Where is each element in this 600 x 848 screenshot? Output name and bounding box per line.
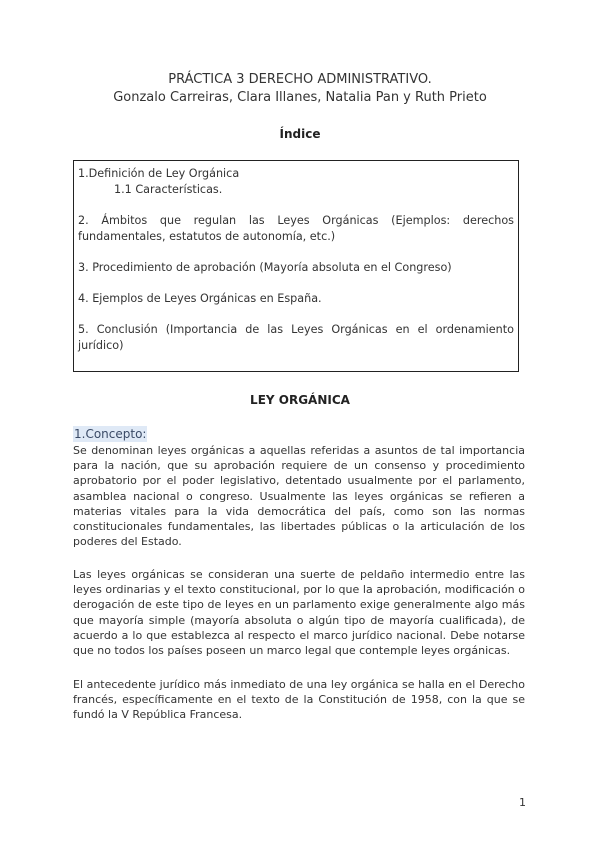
paragraph-3	[73, 677, 525, 723]
page-number: 1	[519, 796, 526, 809]
paragraph-text: Las leyes orgánicas se consideran una suerte de peldaño intermedio entre las leyes ordinarias y el texto constitucional, por lo que la aprobación, modificación o derogación de este tipo de leyes en un parlamento exige generalmente algo más que mayoría simple (mayoría absoluta o algún tipo de mayoría cualificada), de acuerdo a lo que establezca al respecto el marco jurídico nacional. Debe notarse que no todos los países poseen un marco legal que contemple leyes orgánicas.	[73, 568, 525, 658]
table-of-contents	[73, 160, 519, 372]
paragraph-text: El antecedente jurídico más inmediato de una ley orgánica se halla en el Derecho francés, específicamente en el texto de la Constitución de 1958, con la que se fundó la V República Francesa.	[73, 678, 525, 722]
toc-item-5: 5. Conclusión (Importancia de las Leyes Orgánicas en el ordenamiento jurídico)	[78, 323, 514, 352]
paragraph-text: Se denominan leyes orgánicas a aquellas referidas a asuntos de tal importancia para la nación, que su aprobación requiere de un consenso y procedimiento aprobatorio por el poder legislativo, detentado usualmente por el parlamento, asamblea nacional o congreso. Usualmente las leyes orgánicas se refieren a materias vitales para la vida democrática del país, como son las normas constitucionales fundamentales, las libertades públicas o la articulación de los poderes del Estado.	[73, 444, 525, 549]
toc-item-4: 4. Ejemplos de Leyes Orgánicas en España.	[78, 292, 322, 305]
toc-item-1: 1.Definición de Ley Orgánica	[78, 167, 240, 180]
paragraph-2	[73, 567, 525, 658]
toc-item-3: 3. Procedimiento de aprobación (Mayoría absoluta en el Congreso)	[78, 261, 452, 274]
document-authors: Gonzalo Carreiras, Clara Illanes, Natalia Pan y Ruth Prieto	[113, 90, 487, 105]
paragraph-1	[73, 443, 525, 549]
concept-heading: 1.Concepto:	[74, 427, 147, 441]
toc-item-1-1: 1.1 Características.	[114, 183, 223, 196]
section-title: LEY ORGÁNICA	[250, 393, 350, 407]
toc-item-2: 2. Ámbitos que regulan las Leyes Orgánicas (Ejemplos: derechos fundamentales, estatutos de autonomía, etc.)	[78, 214, 514, 243]
index-title: Índice	[279, 127, 321, 141]
document-title: PRÁCTICA 3 DERECHO ADMINISTRATIVO.	[168, 72, 432, 87]
document-header	[0, 71, 600, 107]
